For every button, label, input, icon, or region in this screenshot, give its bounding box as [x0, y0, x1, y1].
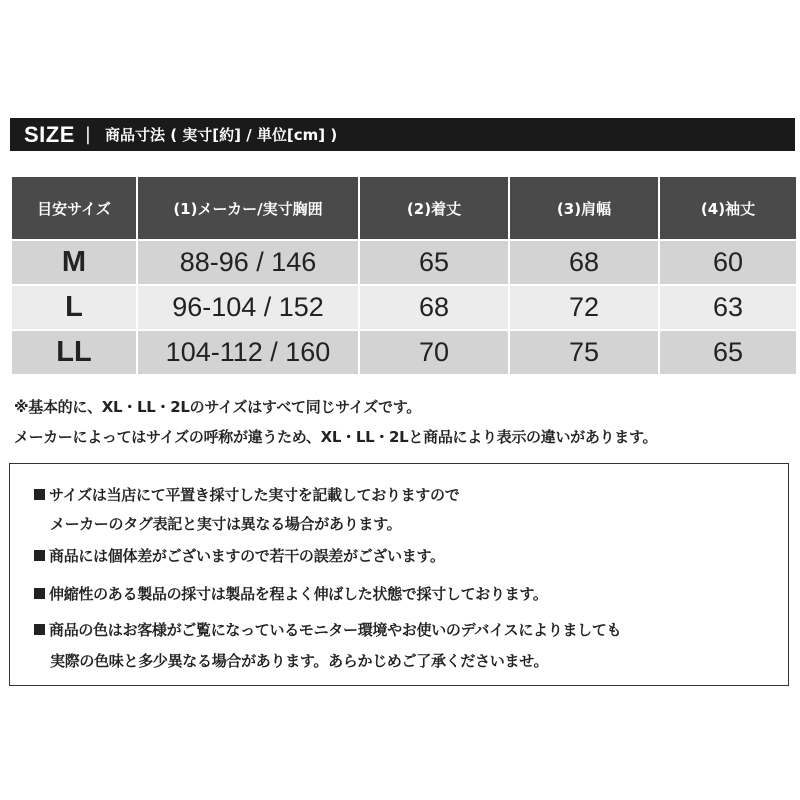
square-bullet-icon — [34, 624, 45, 635]
table-header-row — [12, 177, 796, 239]
notice-line — [34, 545, 445, 566]
column-header-shoulder: (3)肩幅 — [510, 177, 658, 239]
table-row — [12, 286, 796, 329]
size-note-2: メーカーによってはサイズの呼称が違うため、XL・LL・2Lと商品により表示の違いがあります。 — [14, 428, 658, 446]
size-header-bar — [10, 118, 795, 151]
column-header-chest: (1)メーカー/実寸胸囲 — [138, 177, 358, 239]
notice-text: 実際の色味と多少異なる場合があります。あらかじめご了承くださいませ。 — [50, 652, 549, 670]
notice-text: 伸縮性のある製品の採寸は製品を程よく伸ばした状態で採寸しております。 — [49, 585, 548, 603]
table-row — [12, 241, 796, 284]
chest-cell: 88-96 / 146 — [138, 241, 358, 284]
sleeve-cell: 60 — [660, 241, 796, 284]
size-title: SIZE — [24, 121, 75, 147]
notice-box — [9, 463, 789, 686]
square-bullet-icon — [34, 588, 45, 599]
notice-line — [50, 513, 401, 534]
size-note-1: ※基本的に、XL・LL・2Lのサイズはすべて同じサイズです。 — [14, 398, 421, 416]
shoulder-cell: 72 — [510, 286, 658, 329]
header-separator: | — [84, 124, 91, 145]
length-cell: 68 — [360, 286, 508, 329]
size-cell: LL — [12, 331, 136, 374]
notice-line — [34, 583, 548, 604]
size-cell: L — [12, 286, 136, 329]
square-bullet-icon — [34, 550, 45, 561]
size-table — [10, 175, 798, 376]
length-cell: 70 — [360, 331, 508, 374]
shoulder-cell: 75 — [510, 331, 658, 374]
column-header-size: 目安サイズ — [12, 177, 136, 239]
table-row — [12, 331, 796, 374]
sleeve-cell: 63 — [660, 286, 796, 329]
size-subtitle: 商品寸法 ( 実寸[約] / 単位[cm] ) — [104, 126, 338, 144]
shoulder-cell: 68 — [510, 241, 658, 284]
column-header-sleeve: (4)袖丈 — [660, 177, 796, 239]
square-bullet-icon — [34, 489, 45, 500]
notice-text: サイズは当店にて平置き採寸した実寸を記載しておりますので — [49, 486, 460, 504]
chest-cell: 96-104 / 152 — [138, 286, 358, 329]
notice-text: 商品の色はお客様がご覧になっているモニター環境やお使いのデバイスによりましても — [49, 621, 622, 639]
notice-text: メーカーのタグ表記と実寸は異なる場合があります。 — [50, 515, 402, 533]
size-cell: M — [12, 241, 136, 284]
notice-line — [50, 650, 548, 671]
length-cell: 65 — [360, 241, 508, 284]
chest-cell: 104-112 / 160 — [138, 331, 358, 374]
notice-line — [34, 619, 621, 640]
column-header-length: (2)着丈 — [360, 177, 508, 239]
notice-text: 商品には個体差がございますので若干の誤差がございます。 — [49, 547, 445, 565]
sleeve-cell: 65 — [660, 331, 796, 374]
notice-line — [34, 484, 459, 505]
